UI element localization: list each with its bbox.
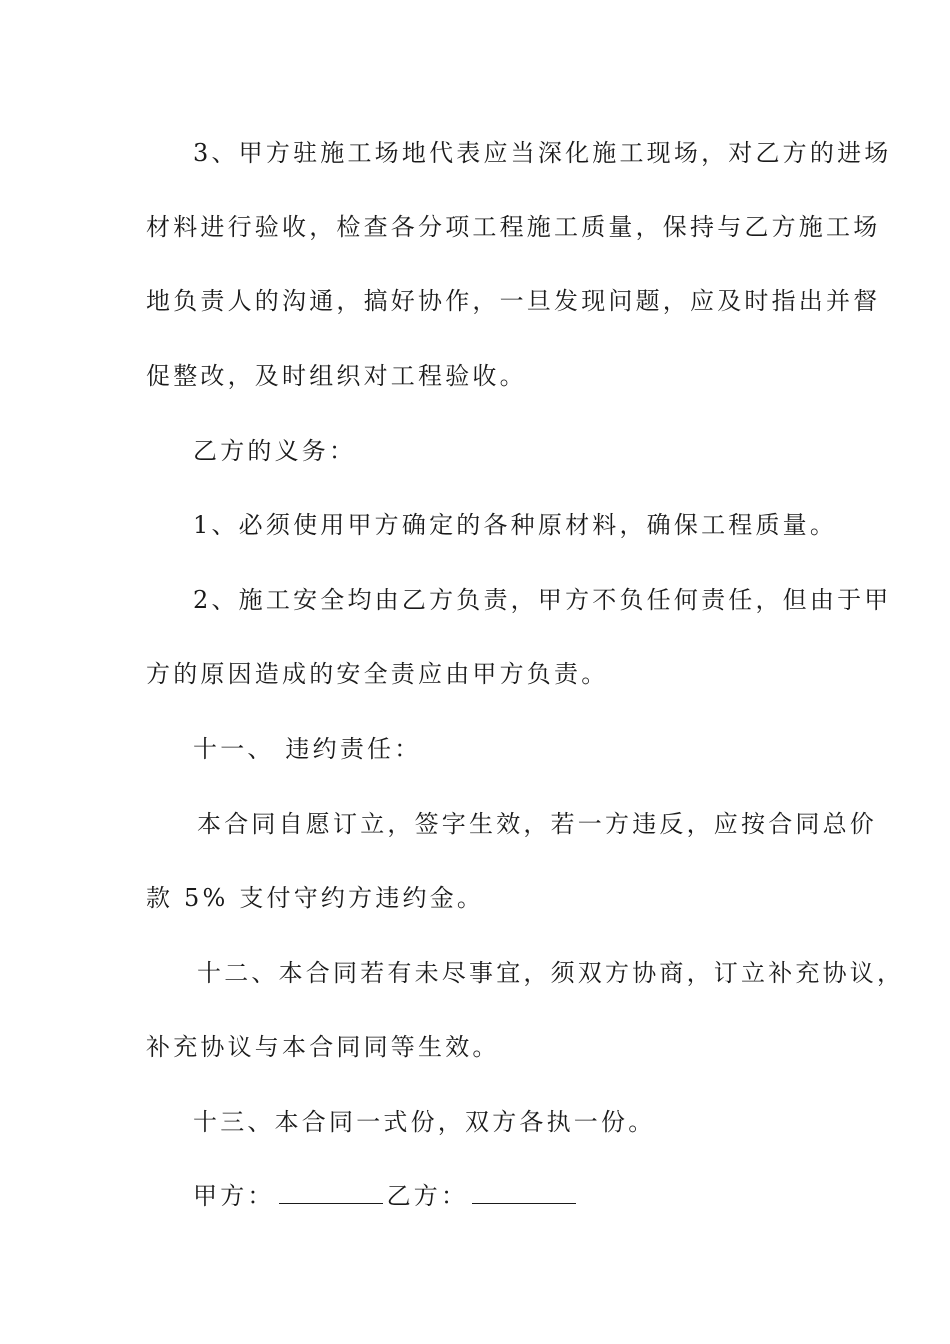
section-13: 十三、本合同一式份，双方各执一份。	[193, 1108, 656, 1136]
party-a-signature-blank	[279, 1181, 383, 1204]
obligation-2-line-1: 2、施工安全均由乙方负责，甲方不负任何责任，但由于甲	[193, 586, 892, 614]
breach-line-2: 款 5% 支付守约方违约金。	[146, 884, 485, 912]
party-b-label: 乙方：	[386, 1182, 469, 1210]
party-b-signature-blank	[472, 1181, 576, 1204]
party-b-obligations-heading: 乙方的义务：	[193, 437, 357, 465]
section-11-heading: 十一、 违约责任：	[193, 735, 422, 763]
breach-line-1: 本合同自愿订立，签字生效，若一方违反，应按合同总价	[197, 810, 877, 838]
clause-3-line-4: 促整改，及时组织对工程验收。	[146, 362, 527, 390]
signature-row	[193, 1181, 580, 1211]
obligation-1: 1、必须使用甲方确定的各种原材料，确保工程质量。	[193, 511, 838, 539]
section-12-line-1: 十二、本合同若有未尽事宜，须双方协商，订立补充协议，	[197, 959, 905, 987]
clause-3-line-3: 地负责人的沟通，搞好协作，一旦发现问题，应及时指出并督	[146, 287, 881, 315]
party-a-label: 甲方：	[193, 1182, 275, 1210]
obligation-2-line-2: 方的原因造成的安全责应由甲方负责。	[146, 660, 609, 688]
clause-3-line-2: 材料进行验收，检查各分项工程施工质量，保持与乙方施工场	[146, 213, 881, 241]
section-12-line-2: 补充协议与本合同同等生效。	[146, 1033, 500, 1061]
clause-3-line-1: 3、甲方驻施工场地代表应当深化施工现场，对乙方的进场	[193, 139, 892, 167]
